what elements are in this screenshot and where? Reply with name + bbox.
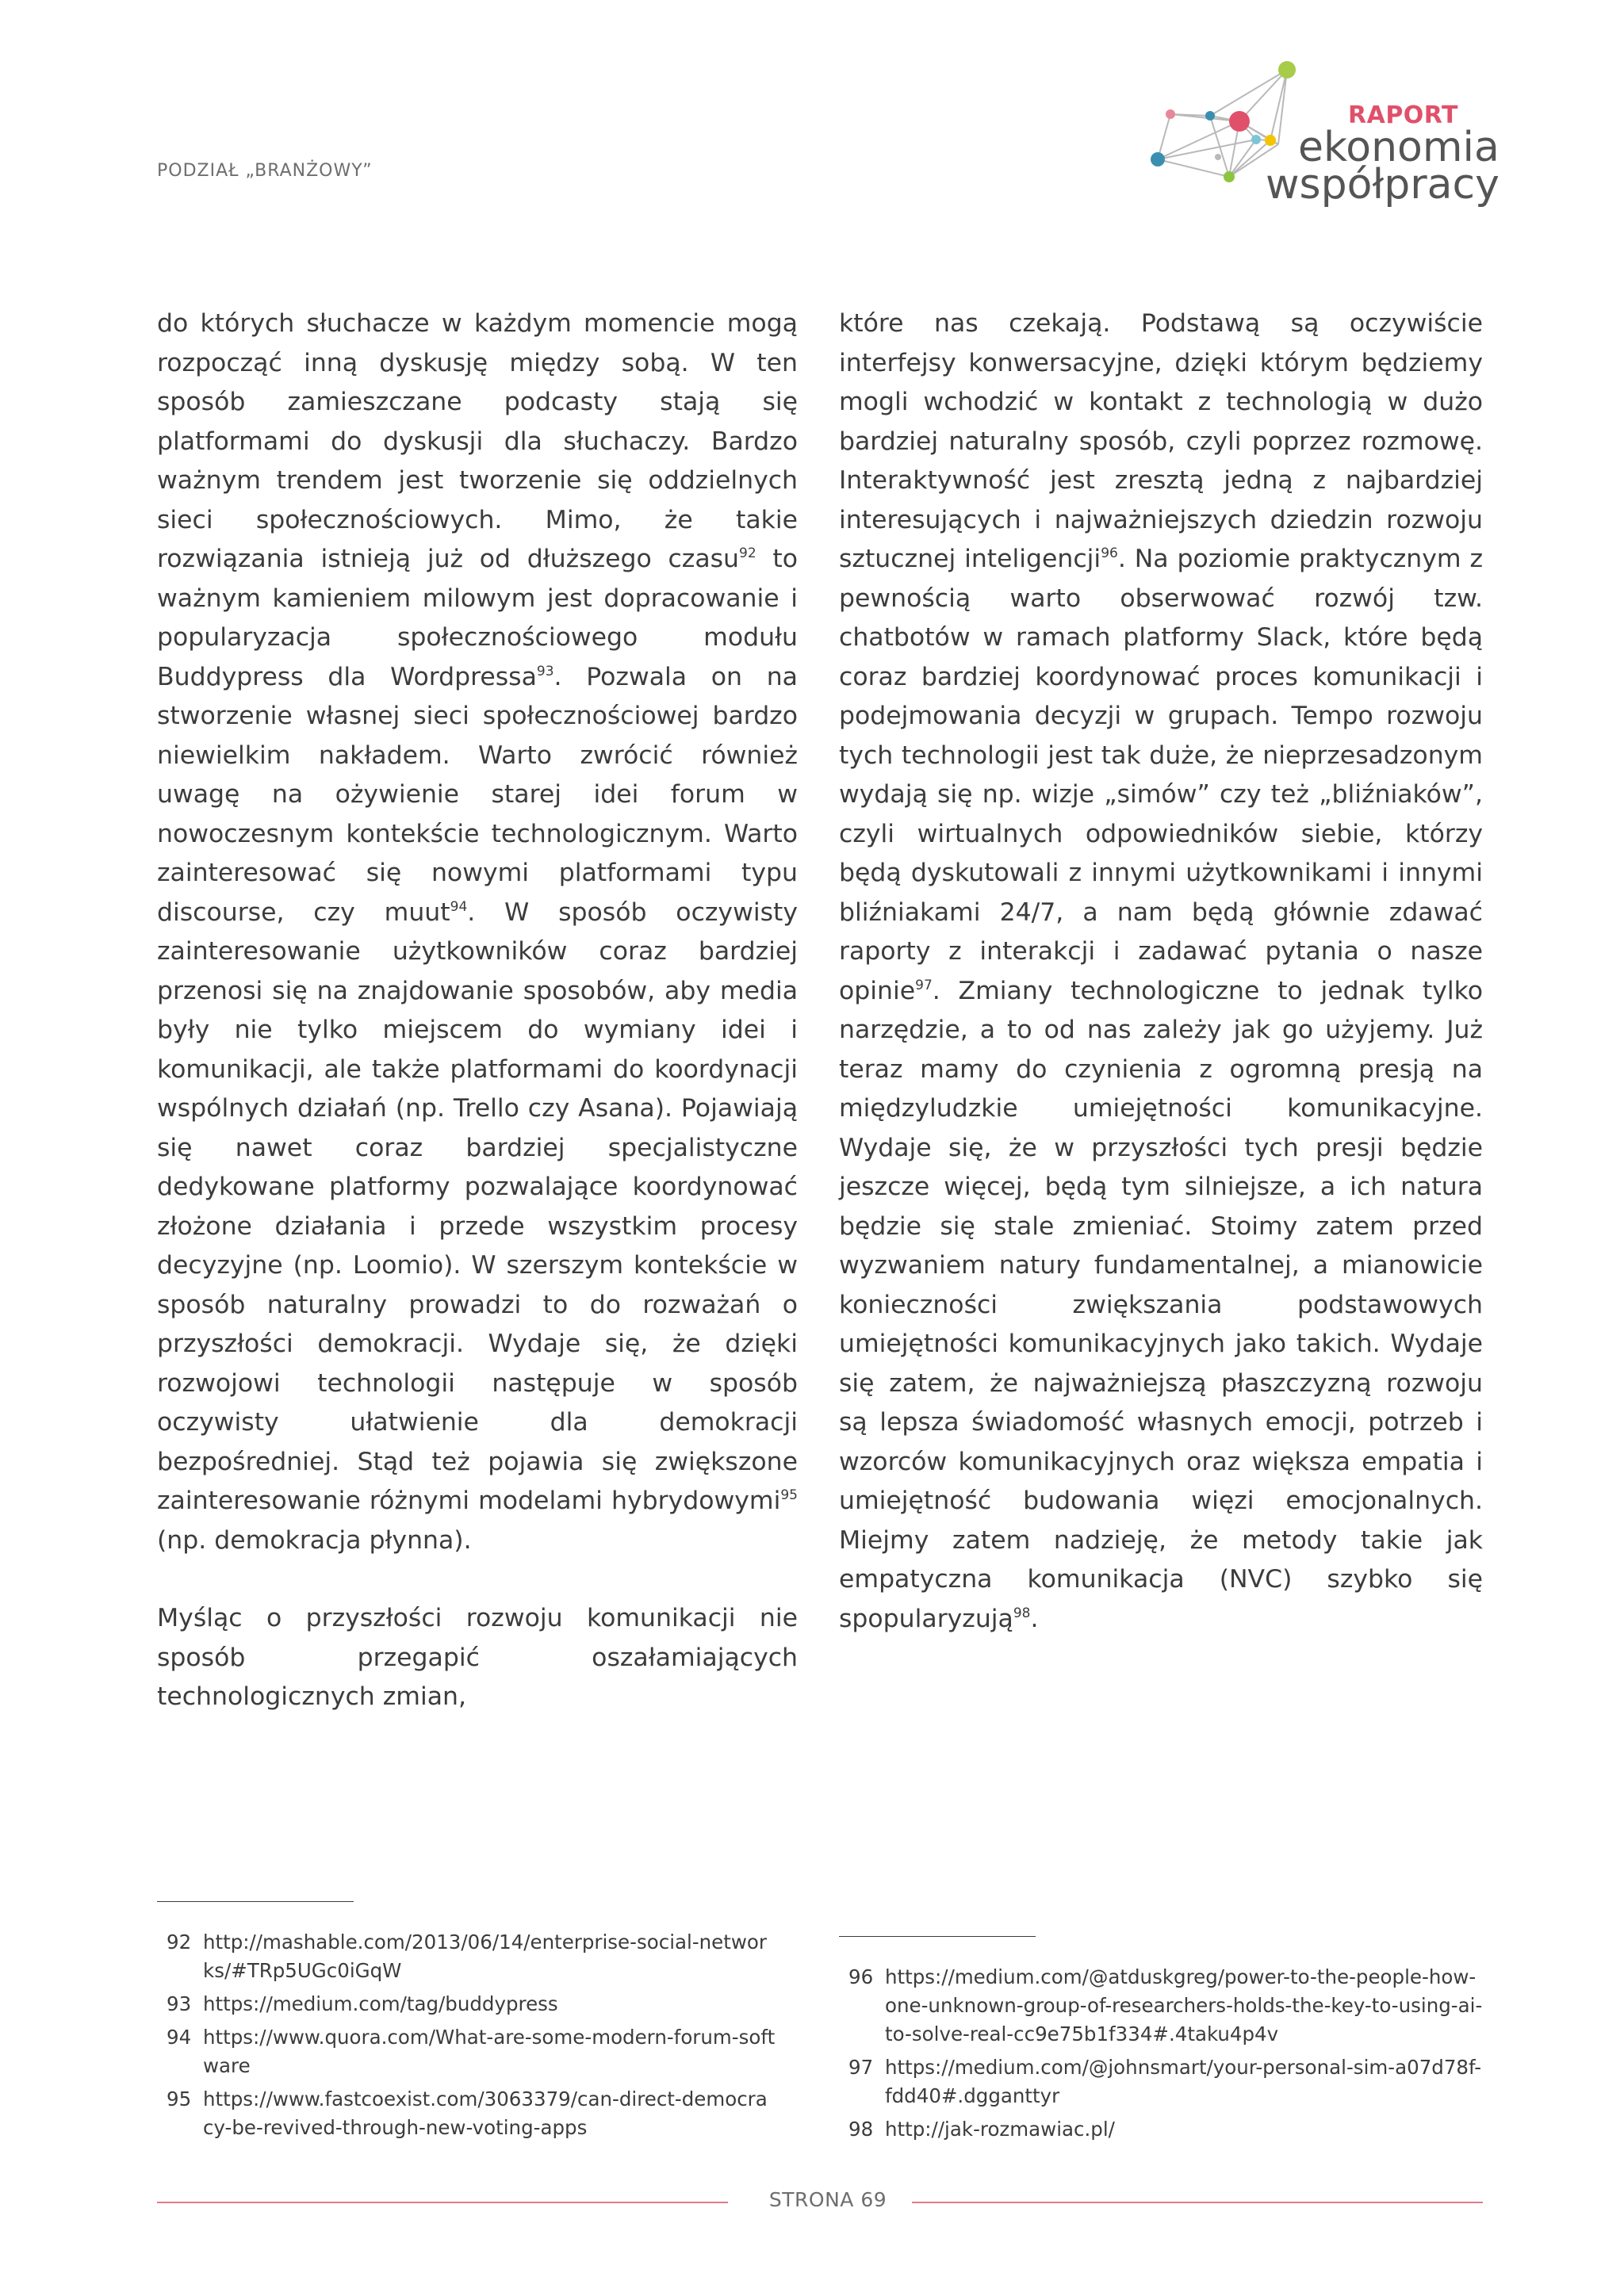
footnote-link[interactable]: https://medium.com/tag/buddypress: [203, 1992, 558, 2015]
footnote-item: 95 https://www.fastcoexist.com/3063379/can-direct-democracy-be-revived-through-new-voting-apps: [157, 2085, 776, 2142]
body-paragraph: Myśląc o przyszłości rozwoju komunikacji nie sposób przegapić oszałamiających technologicznych zmian,: [157, 1604, 798, 1711]
footnote-ref: 95: [780, 1487, 798, 1503]
footnote-link[interactable]: https://www.fastcoexist.com/3063379/can-direct-democracy-be-revived-through-new-voting-apps: [203, 2087, 768, 2139]
footnote-link[interactable]: https://medium.com/@johnsmart/your-personal-sim-a07d78f-fdd40#.dgganttyr: [885, 2056, 1482, 2107]
footnote-item: 97 https://medium.com/@johnsmart/your-personal-sim-a07d78f-fdd40#.dgganttyr: [839, 2053, 1483, 2110]
footnote-link[interactable]: http://mashable.com/2013/06/14/enterprise-social-networks/#TRp5UGc0iGqW: [203, 1931, 767, 1982]
footnote-link[interactable]: http://jak-rozmawiac.pl/: [885, 2118, 1115, 2141]
footnote-item: 94 https://www.quora.com/What-are-some-modern-forum-software: [157, 2023, 776, 2080]
logo-title-line1: ekonomia: [1298, 124, 1500, 171]
footnote-ref: 94: [450, 898, 468, 915]
footnote-ref: 93: [536, 663, 554, 679]
footer-rule-left: [157, 2202, 728, 2203]
footnote-item: 96 https://medium.com/@atduskgreg/power-to-the-people-how-one-unknown-group-of-researchers-holds-the-key-to-using-ai-to-solve-real-cc9e75b1f334#.4taku4p4v: [839, 1963, 1483, 2049]
body-paragraph: do których słuchacze w każdym momencie mogą rozpocząć inną dyskusję między sobą. W ten sposób zamieszczane podcasty stają się platformami do dyskusji dla słuchaczy. Bardzo ważnym trendem jest tworzenie się oddzielnych sieci społecznościowych. Mimo, że takie rozwiązania istnieją już od dłuższego czasu$^{92}$ to ważnym kamieniem milowym jest dopracowanie i popularyzacja społecznościowego modułu Buddypress dla Wordpressa$^{93}$. Pozwala on na stworzenie własnej sieci społecznościowej bardzo niewielkim nakładem. Warto zwrócić również uwagę na ożywienie starej idei forum w nowoczesnym kontekście technologicznym. Warto zainteresować się nowymi platformami typu discourse, czy muut$^{94}$. W sposób oczywisty zainteresowanie użytkowników coraz bardziej przenosi się na znajdowanie sposobów, aby media były nie tylko miejscem do wymiany idei i komunikacji, ale także platformami do koordynacji wspólnych działań (np. Trello czy Asana). Pojawiają się nawet coraz bardziej specjalistyczne dedykowane platformy pozwalające koordynować złożone działania i przede wszystkim procesy decyzyjne (np. Loomio). W szerszym kontekście w sposób naturalny prowadzi to do rozważań o przyszłości demokracji. Wydaje się, że dzięki rozwojowi technologii następuje w sposób oczywisty ułatwienie dla demokracji bezpośredniej. Stąd też pojawia się zwiększone zainteresowanie różnymi modelami hybrydowymi$^{95}$ (np. demokracja płynna).: [157, 309, 799, 1555]
footnote-ref: 98: [1013, 1605, 1031, 1621]
footnote-item: 98 http://jak-rozmawiac.pl/: [839, 2115, 1483, 2144]
section-heading: PODZIAŁ „BRANŻOWY”: [157, 161, 373, 181]
footnote-ref: 96: [1101, 545, 1118, 561]
footer-rule-right: [912, 2202, 1483, 2203]
footnote-item: 92 http://mashable.com/2013/06/14/enterprise-social-networks/#TRp5UGc0iGqW: [157, 1928, 776, 1985]
body-paragraph: które nas czekają. Podstawą są oczywiście interfejsy konwersacyjne, dzięki którym będziemy mogli wchodzić w kontakt z technologią w dużo bardziej naturalny sposób, czyli poprzez rozmowę. Interaktywność jest zresztą jedną z najbardziej interesujących i najważniejszych dziedzin rozwoju sztucznej inteligencji$^{96}$. Na poziomie praktycznym z pewnością warto obserwować rozwój tzw. chatbotów w ramach platformy Slack, które będą coraz bardziej koordynować proces komunikacji i podejmowania decyzji w grupach. Tempo rozwoju tych technologii jest tak duże, że nieprzesadzonym wydają się np. wizje „simów” czy też „bliźniaków”, czyli wirtualnych odpowiedników siebie, którzy będą dyskutowali z innymi użytkownikami i innymi bliźniakami 24/7, a nam będą głównie zdawać raporty z interakcji i zadawać pytania o nasze opinie$^{97}$. Zmiany technologiczne to jednak tylko narzędzie, a to od nas zależy jak go użyjemy. Już teraz mamy do czynienia z ogromną presją na międzyludzkie umiejętności komunikacyjne. Wydaje się, że w przyszłości tych presji będzie jeszcze więcej, będą tym silniejsze, a ich natura będzie się stale zmieniać. Stoimy zatem przed wyzwaniem natury fundamentalnej, a mianowicie konieczności zwiększania podstawowych umiejętności komunikacyjnych jako takich. Wydaje się zatem, że najważniejszą płaszczyzną rozwoju są lepsza świadomość własnych emocji, potrzeb i wzorców komunikacyjnych oraz większa empatia i umiejętność budowania więzi emocjonalnych. Miejmy zatem nadzieję, że metody takie jak empatyczna komunikacja (NVC) szybko się spopularyzują$^{98}$.: [839, 309, 1483, 1633]
footnote-link[interactable]: https://medium.com/@atduskgreg/power-to-the-people-how-one-unknown-group-of-researchers-holds-the-key-to-using-ai-to-solve-real-cc9e75b1f334#.4taku4p4v: [885, 1965, 1483, 2045]
footnotes-right: [839, 1963, 1483, 2149]
footnote-ref: 97: [915, 977, 933, 993]
footnote-item: 93 https://medium.com/tag/buddypress: [157, 1990, 776, 2019]
footnote-ref: 92: [739, 545, 756, 561]
footnotes-left: [157, 1928, 776, 2147]
page-number: STRONA 69: [768, 2188, 887, 2211]
body-column-right: [839, 304, 1483, 1678]
body-column-left: [157, 304, 798, 1756]
logo-title-line2: współpracy: [1266, 161, 1500, 209]
footnote-separator: [157, 1901, 354, 1902]
footnote-separator: [839, 1936, 1036, 1937]
logo-raport-label: RAPORT: [1348, 101, 1459, 129]
footnote-link[interactable]: https://www.quora.com/What-are-some-modern-forum-software: [203, 2026, 776, 2077]
